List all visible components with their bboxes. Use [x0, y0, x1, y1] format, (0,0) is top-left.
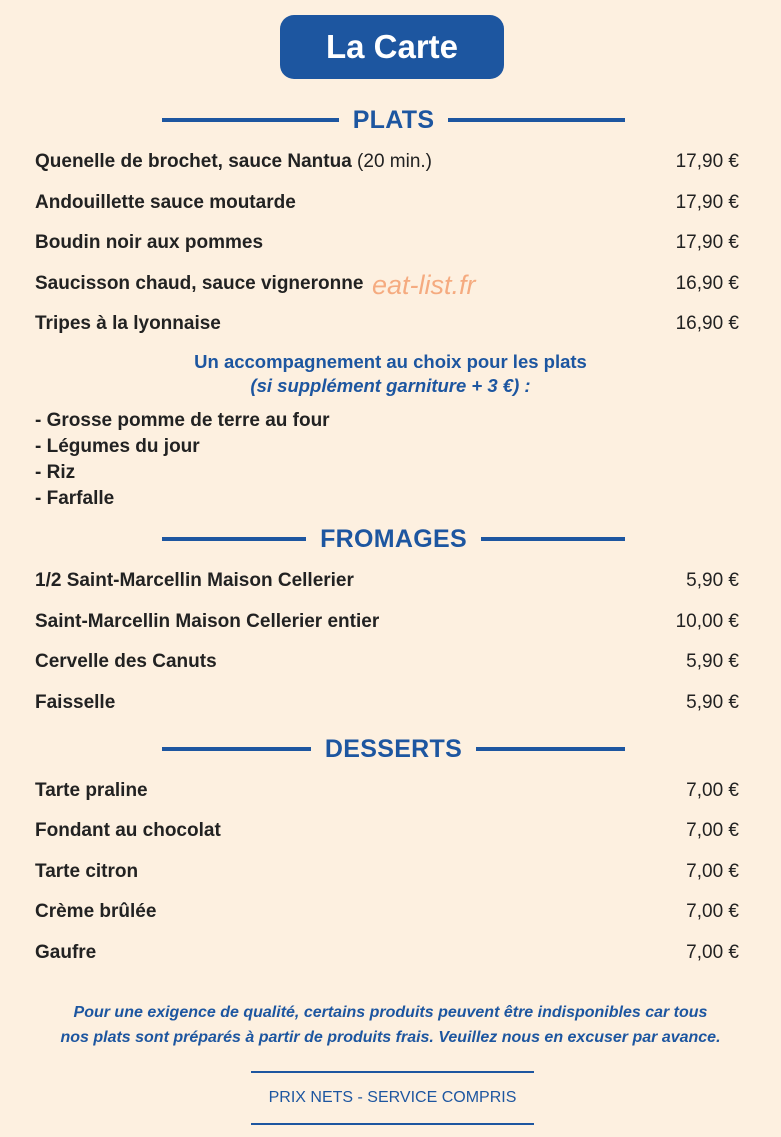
menu-item — [35, 229, 739, 257]
side-dish-list — [35, 408, 330, 512]
item-name: Quenelle de brochet, sauce Nantua (20 min.) — [35, 151, 433, 172]
item-price: 5,90 € — [686, 570, 739, 591]
accompaniment-line2: (si supplément garniture + 3 €) : — [250, 375, 531, 396]
menu-item — [35, 858, 739, 886]
item-name: Cervelle des Canuts — [35, 651, 217, 672]
item-name: Crème brûlée — [35, 901, 157, 922]
item-price: 7,00 € — [686, 820, 739, 841]
menu-item — [35, 777, 739, 805]
item-price: 7,00 € — [686, 942, 739, 963]
list-item: - Farfalle — [35, 488, 115, 509]
list-item: - Grosse pomme de terre au four — [35, 410, 330, 431]
item-price: 17,90 € — [675, 151, 739, 172]
divider — [162, 537, 306, 541]
section-header-desserts — [162, 731, 625, 767]
list-item: - Riz — [35, 462, 76, 483]
item-price: 16,90 € — [675, 313, 739, 334]
item-price: 7,00 € — [686, 861, 739, 882]
menu-item — [35, 689, 739, 717]
quality-notice-line2: nos plats sont préparés à partir de produits frais. Veuillez nous en excuser par avance. — [60, 1029, 721, 1046]
menu-item — [35, 310, 739, 338]
menu-item — [35, 817, 739, 845]
item-name: Gaufre — [35, 942, 97, 963]
section-title-plats: PLATS — [352, 105, 435, 134]
price-notice: PRIX NETS - SERVICE COMPRIS — [251, 1071, 534, 1125]
divider — [481, 537, 625, 541]
menu-item — [35, 189, 739, 217]
menu-item — [35, 898, 739, 926]
accompaniment-line1: Un accompagnement au choix pour les plats — [194, 351, 587, 372]
section-header-plats — [162, 102, 625, 138]
item-price: 17,90 € — [675, 232, 739, 253]
watermark: eat-list.fr — [372, 270, 476, 300]
menu-item — [35, 939, 739, 967]
menu-item — [35, 148, 739, 176]
section-title-fromages: FROMAGES — [320, 524, 467, 553]
list-item: - Légumes du jour — [35, 436, 200, 457]
item-price: 5,90 € — [686, 692, 739, 713]
quality-notice-line1: Pour une exigence de qualité, certains produits peuvent être indisponibles car tous — [73, 1004, 708, 1021]
menu-item — [35, 567, 739, 595]
divider — [162, 118, 339, 122]
item-name: Andouillette sauce moutarde — [35, 192, 296, 213]
item-name: Saint-Marcellin Maison Cellerier entier — [35, 611, 380, 632]
item-name: Tarte citron — [35, 861, 139, 882]
accompaniment-note — [0, 350, 781, 398]
item-price: 17,90 € — [675, 192, 739, 213]
item-price: 16,90 € — [675, 273, 739, 294]
section-title-desserts: DESSERTS — [324, 734, 463, 763]
item-price: 7,00 € — [686, 780, 739, 801]
item-name: 1/2 Saint-Marcellin Maison Cellerier — [35, 570, 354, 591]
item-name: Fondant au chocolat — [35, 820, 221, 841]
menu-item — [35, 608, 739, 636]
item-price: 7,00 € — [686, 901, 739, 922]
divider — [162, 747, 311, 751]
item-price: 10,00 € — [675, 611, 739, 632]
section-header-fromages — [162, 521, 625, 557]
item-name: Tarte praline — [35, 780, 148, 801]
item-name: Boudin noir aux pommes — [35, 232, 264, 253]
item-name: Tripes à la lyonnaise — [35, 313, 221, 334]
item-note: (20 min.) — [351, 151, 433, 172]
item-name: Faisselle — [35, 692, 116, 713]
divider — [476, 747, 625, 751]
quality-notice — [20, 1000, 761, 1050]
item-name: Saucisson chaud, sauce vigneronne — [35, 273, 364, 294]
menu-item — [35, 648, 739, 676]
item-price: 5,90 € — [686, 651, 739, 672]
divider — [448, 118, 625, 122]
page-title: La Carte — [280, 15, 504, 79]
